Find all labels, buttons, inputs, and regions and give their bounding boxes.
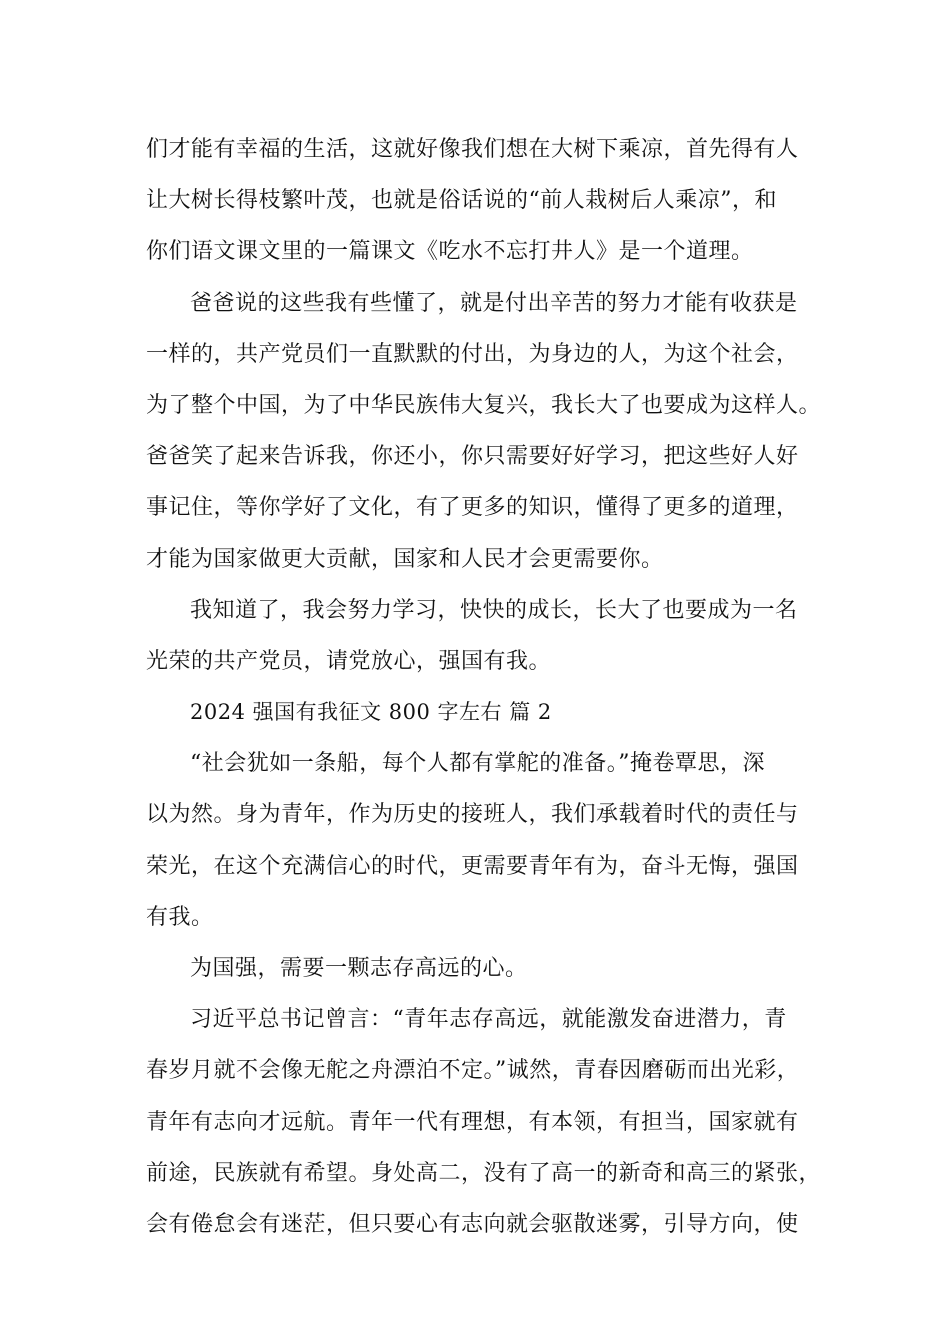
text-line: 光荣的共产党员，请党放心，强国有我。 bbox=[146, 648, 552, 674]
text-line: 事记住，等你学好了文化，有了更多的知识，懂得了更多的道理， bbox=[146, 495, 799, 521]
text-line: 为了整个中国，为了中华民族伟大复兴，我长大了也要成为这样人。 bbox=[146, 392, 822, 418]
text-line: 们才能有幸福的生活，这就好像我们想在大树下乘凉，首先得有人 bbox=[146, 137, 799, 162]
text-line: 会有倦怠会有迷茫，但只要心有志向就会驱散迷雾，引导方向，使 bbox=[146, 1211, 799, 1237]
paragraph-first-line: 为国强，需要一颗志存高远的心。 bbox=[190, 956, 528, 981]
text-line: 以为然。身为青年，作为历史的接班人，我们承载着时代的责任与 bbox=[146, 802, 799, 828]
text-line: 让大树长得枝繁叶茂，也就是俗话说的“前人栽树后人乘凉”，和 bbox=[146, 188, 777, 214]
text-line: 你们语文课文里的一篇课文《吃水不忘打井人》是一个道理。 bbox=[146, 239, 754, 265]
section-heading: 2024 强国有我征文 800 字左右 篇 2 bbox=[190, 700, 552, 725]
text-line: 爸爸笑了起来告诉我，你还小，你只需要好好学习，把这些好人好 bbox=[146, 444, 799, 470]
text-line: 才能为国家做更大贡献，国家和人民才会更需要你。 bbox=[146, 546, 664, 572]
text-line: 青年有志向才远航。青年一代有理想，有本领，有担当，国家就有 bbox=[146, 1109, 799, 1135]
text-line: 春岁月就不会像无舵之舟漂泊不定。”诚然，青春因磨砺而出光彩， bbox=[146, 1058, 800, 1084]
text-line: 有我。 bbox=[146, 904, 214, 930]
paragraph-first-line: “社会犹如一条船，每个人都有掌舵的准备。”掩卷覃思，深 bbox=[190, 751, 765, 777]
paragraph-first-line: 爸爸说的这些我有些懂了，就是付出辛苦的努力才能有收获是 bbox=[190, 290, 798, 316]
text-line: 一样的，共产党员们一直默默的付出，为身边的人，为这个社会， bbox=[146, 341, 799, 367]
text-line: 前途，民族就有希望。身处高二，没有了高一的新奇和高三的紧张， bbox=[146, 1160, 822, 1186]
text-line: 荣光，在这个充满信心的时代，更需要青年有为，奋斗无悔，强国 bbox=[146, 853, 799, 879]
document-body bbox=[146, 124, 826, 1250]
paragraph-first-line: 习近平总书记曾言：“青年志存高远，就能激发奋进潜力，青 bbox=[190, 1007, 787, 1033]
paragraph-first-line: 我知道了，我会努力学习，快快的成长，长大了也要成为一名 bbox=[190, 597, 798, 623]
